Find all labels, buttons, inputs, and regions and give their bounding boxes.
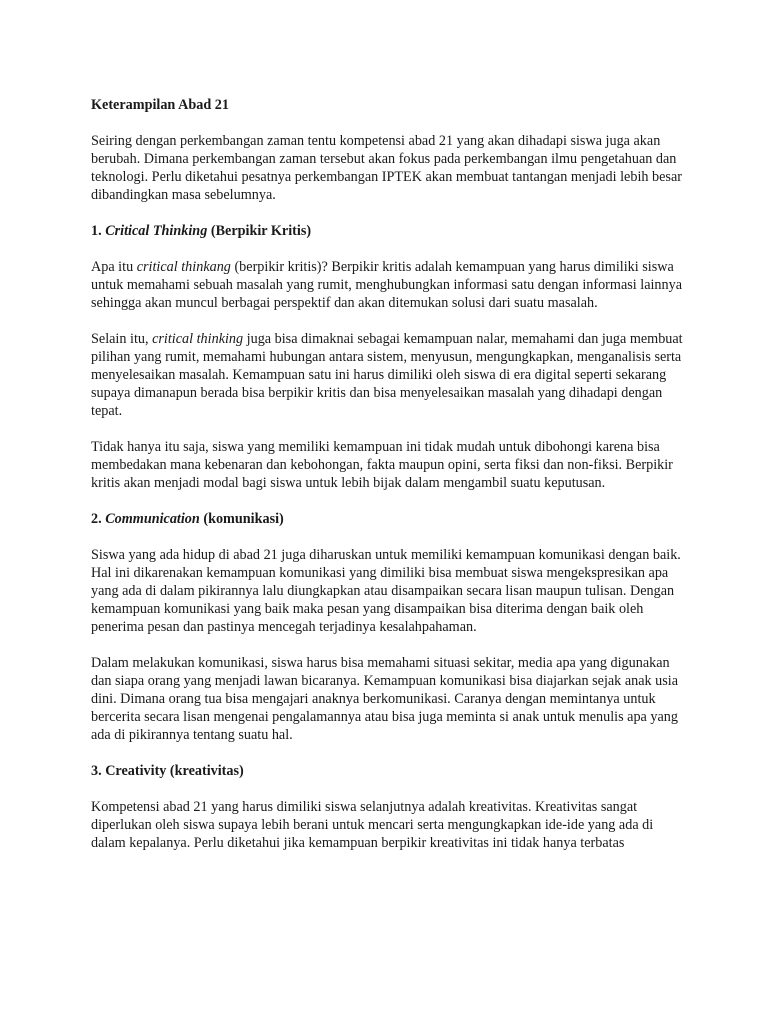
- document-title: Keterampilan Abad 21: [91, 97, 229, 113]
- section-translation: (Berpikir Kritis): [210, 223, 312, 239]
- paragraph: [91, 546, 687, 636]
- section-number: 3.: [91, 763, 102, 779]
- section-term: Communication: [105, 511, 200, 527]
- section-heading-critical-thinking: [91, 222, 687, 240]
- text-run: Apa itu: [91, 259, 137, 275]
- paragraph: [91, 438, 687, 492]
- paragraph: [91, 258, 687, 312]
- section-number: 2.: [91, 511, 102, 527]
- section-term: Creativity (kreativitas): [105, 763, 244, 779]
- text-run: (berpikir kritis)? Berpikir kritis adalah kemampuan yang harus dimiliki siswa untuk memahami sebuah masalah yang rumit, menghubungkan informasi satu dengan informasi lainnya sehingga akan muncul berbagai perspektif dan akan ditemukan solusi dari suatu masalah.: [91, 259, 683, 311]
- text-run: Siswa yang ada hidup di abad 21 juga diharuskan untuk memiliki kemampuan komunikasi dengan baik. Hal ini dikarenakan kemampuan komunikasi yang dimiliki bisa membuat siswa mengekspresikan apa yang ada di dalam pikirannya lalu diungkapkan atau disampaikan secara lisan maupun tulisan. Dengan kemampuan komunikasi yang baik maka pesan yang disampaikan bisa diterima dengan baik oleh penerima pesan dan pastinya mencegah terjadinya kesalahpahaman.: [91, 547, 681, 635]
- text-run: Tidak hanya itu saja, siswa yang memiliki kemampuan ini tidak mudah untuk dibohongi karena bisa membedakan mana kebenaran dan kebohongan, fakta maupun opini, serta fiksi dan non-fiksi. Berpikir kritis akan menjadi modal bagi siswa untuk lebih bijak dalam mengambil suatu keputusan.: [91, 439, 673, 491]
- intro-paragraph: Seiring dengan perkembangan zaman tentu kompetensi abad 21 yang akan dihadapi siswa juga akan berubah. Dimana perkembangan zaman tersebut akan fokus pada perkembangan ilmu pengetahuan dan teknologi. Perlu diketahui pesatnya perkembangan IPTEK akan membuat tantangan menjadi lebih besar dibandingkan masa sebelumnya.: [91, 133, 682, 203]
- paragraph: [91, 654, 687, 744]
- section-heading-creativity: [91, 762, 687, 780]
- text-run: Kompetensi abad 21 yang harus dimiliki siswa selanjutnya adalah kreativitas. Kreativitas sangat diperlukan oleh siswa supaya lebih berani untuk mencari serta mengungkapkan ide-ide yang ada di dalam kepalanya. Perlu diketahui jika kemampuan berpikir kreativitas ini tidak hanya terbatas: [91, 799, 654, 851]
- italic-term: critical thinkang: [136, 259, 231, 275]
- italic-term: critical thinking: [152, 331, 244, 347]
- section-heading-communication: [91, 510, 687, 528]
- paragraph: [91, 798, 687, 852]
- text-run: Dalam melakukan komunikasi, siswa harus bisa memahami situasi sekitar, media apa yang digunakan dan siapa orang yang menjadi lawan bicaranya. Kemampuan komunikasi bisa diajarkan sejak anak usia dini. Dimana orang tua bisa mengajari anaknya berkomunikasi. Caranya dengan memintanya untuk bercerita secara lisan mengenai pengalamannya atau bisa juga meminta si anak untuk menulis apa yang ada di pikirannya tentang suatu hal.: [91, 655, 679, 743]
- document-page: [91, 96, 687, 870]
- section-translation: (komunikasi): [203, 511, 284, 527]
- text-run: juga bisa dimaknai sebagai kemampuan nalar, memahami dan juga membuat pilihan yang rumit, memahami hubungan antara sistem, menyusun, mengungkapkan, menganalisis serta menyelesaikan masalah. Kemampuan satu ini harus dimiliki oleh siswa di era digital seperti sekarang supaya dimanapun berada bisa berpikir kritis dan bisa menyelesaikan masalah yang dihadapi dengan tepat.: [91, 331, 683, 419]
- section-number: 1.: [91, 223, 102, 239]
- paragraph: [91, 330, 687, 420]
- text-run: Selain itu,: [91, 331, 153, 347]
- section-term: Critical Thinking: [105, 223, 208, 239]
